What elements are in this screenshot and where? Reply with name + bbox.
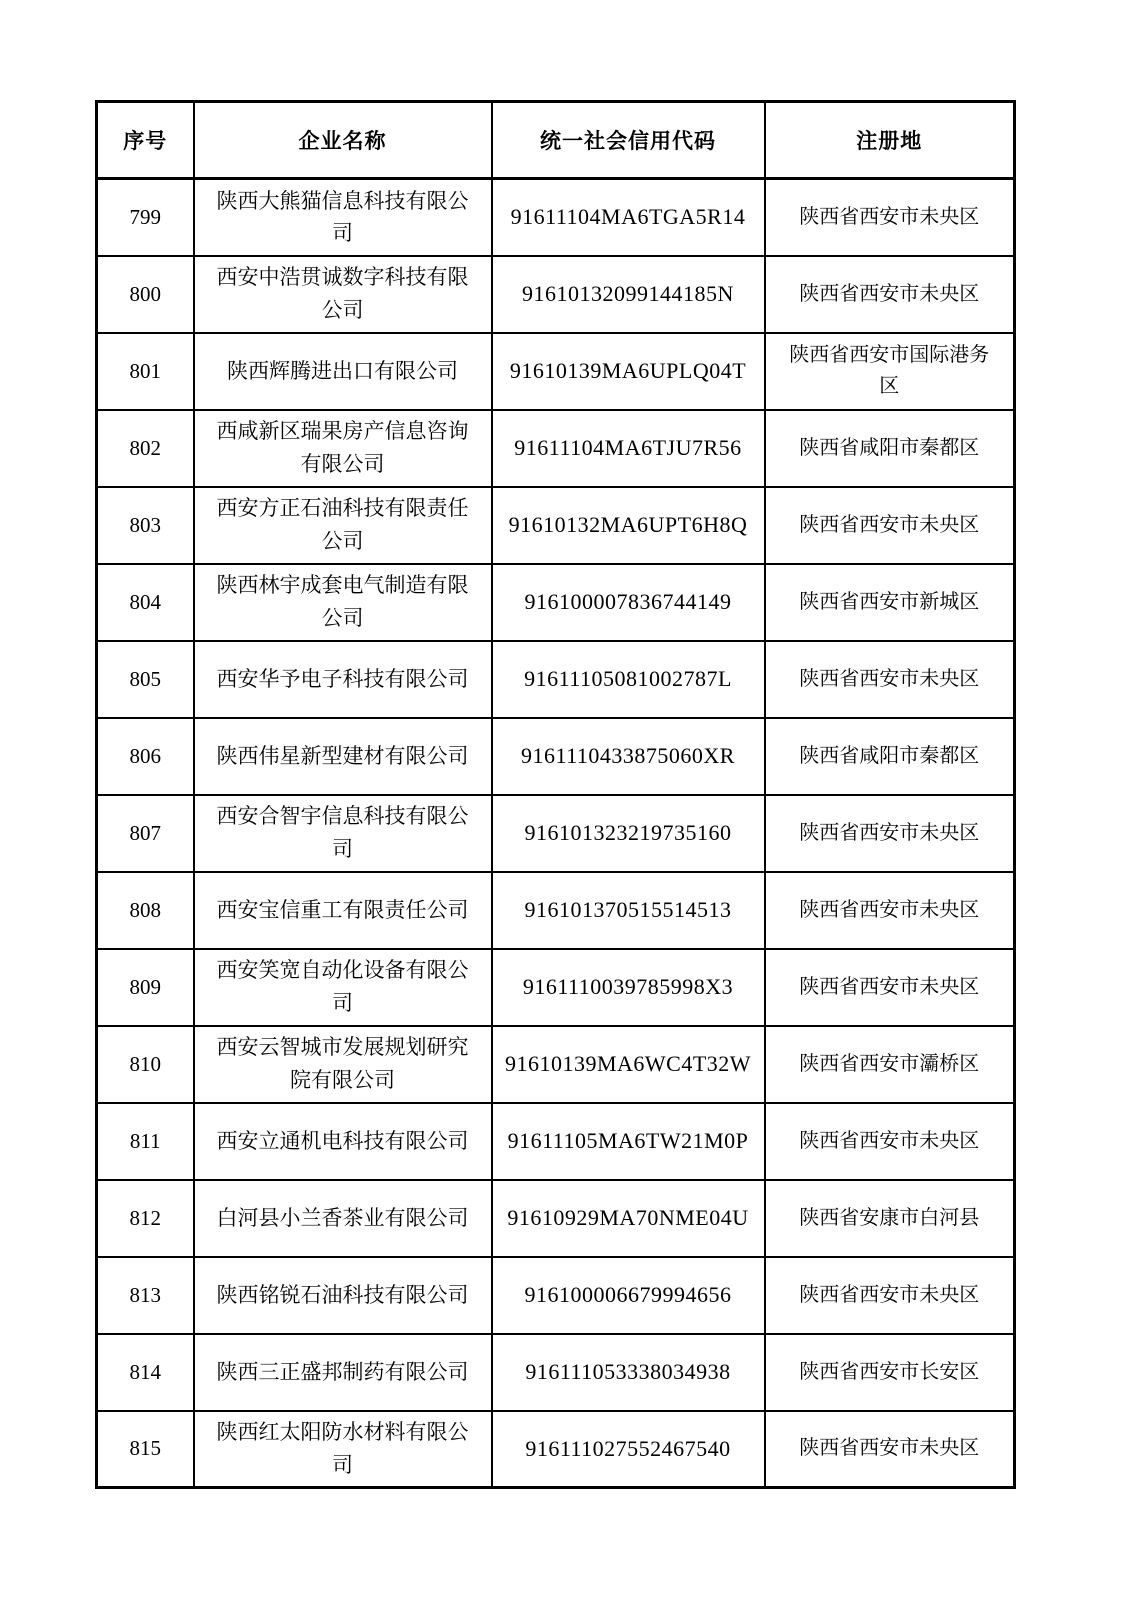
table-header [97, 102, 1015, 179]
table-header-row [97, 102, 1015, 179]
cell-credit-code: 91610139MA6UPLQ04T [492, 333, 765, 410]
table-row [97, 872, 1015, 949]
cell-registration-place: 陕西省西安市未央区 [765, 487, 1015, 564]
table-row [97, 795, 1015, 872]
table-row [97, 179, 1015, 256]
cell-serial-number: 801 [97, 333, 194, 410]
table-row [97, 641, 1015, 718]
header-credit-code: 统一社会信用代码 [492, 102, 765, 179]
cell-company-name: 白河县小兰香茶业有限公司 [194, 1180, 492, 1257]
cell-serial-number: 804 [97, 564, 194, 641]
cell-credit-code: 91610132099144185N [492, 256, 765, 333]
cell-registration-place: 陕西省咸阳市秦都区 [765, 410, 1015, 487]
cell-credit-code: 91610132MA6UPT6H8Q [492, 487, 765, 564]
cell-serial-number: 800 [97, 256, 194, 333]
cell-company-name: 西安合智宇信息科技有限公司 [194, 795, 492, 872]
cell-credit-code: 91611104MA6TGA5R14 [492, 179, 765, 256]
cell-registration-place: 陕西省安康市白河县 [765, 1180, 1015, 1257]
cell-serial-number: 799 [97, 179, 194, 256]
cell-registration-place: 陕西省西安市未央区 [765, 1411, 1015, 1488]
cell-registration-place: 陕西省西安市未央区 [765, 1257, 1015, 1334]
cell-registration-place: 陕西省西安市未央区 [765, 872, 1015, 949]
cell-serial-number: 815 [97, 1411, 194, 1488]
table-row [97, 487, 1015, 564]
cell-serial-number: 803 [97, 487, 194, 564]
table-body [97, 179, 1015, 1488]
cell-registration-place: 陕西省咸阳市秦都区 [765, 718, 1015, 795]
cell-serial-number: 811 [97, 1103, 194, 1180]
cell-company-name: 西咸新区瑞果房产信息咨询有限公司 [194, 410, 492, 487]
cell-company-name: 陕西铭锐石油科技有限公司 [194, 1257, 492, 1334]
header-registration-place: 注册地 [765, 102, 1015, 179]
table-row [97, 410, 1015, 487]
header-company-name: 企业名称 [194, 102, 492, 179]
cell-credit-code: 916100007836744149 [492, 564, 765, 641]
cell-credit-code: 91611105081002787L [492, 641, 765, 718]
table-row [97, 1411, 1015, 1488]
cell-company-name: 陕西伟星新型建材有限公司 [194, 718, 492, 795]
cell-serial-number: 805 [97, 641, 194, 718]
cell-credit-code: 91611104MA6TJU7R56 [492, 410, 765, 487]
table-row [97, 718, 1015, 795]
table-row [97, 1180, 1015, 1257]
cell-serial-number: 802 [97, 410, 194, 487]
cell-credit-code: 916111027552467540 [492, 1411, 765, 1488]
cell-serial-number: 810 [97, 1026, 194, 1103]
cell-serial-number: 809 [97, 949, 194, 1026]
cell-company-name: 西安立通机电科技有限公司 [194, 1103, 492, 1180]
table-row [97, 564, 1015, 641]
cell-company-name: 西安中浩贯诚数字科技有限公司 [194, 256, 492, 333]
cell-registration-place: 陕西省西安市未央区 [765, 1103, 1015, 1180]
cell-registration-place: 陕西省西安市未央区 [765, 179, 1015, 256]
table-row [97, 256, 1015, 333]
company-table [95, 100, 1016, 1489]
cell-company-name: 陕西三正盛邦制药有限公司 [194, 1334, 492, 1411]
cell-registration-place: 陕西省西安市未央区 [765, 949, 1015, 1026]
cell-credit-code: 9161110039785998X3 [492, 949, 765, 1026]
cell-registration-place: 陕西省西安市新城区 [765, 564, 1015, 641]
cell-company-name: 西安云智城市发展规划研究院有限公司 [194, 1026, 492, 1103]
cell-credit-code: 916101323219735160 [492, 795, 765, 872]
cell-company-name: 陕西大熊猫信息科技有限公司 [194, 179, 492, 256]
cell-serial-number: 812 [97, 1180, 194, 1257]
cell-credit-code: 9161110433875060XR [492, 718, 765, 795]
header-serial-number: 序号 [97, 102, 194, 179]
cell-company-name: 陕西辉腾进出口有限公司 [194, 333, 492, 410]
cell-credit-code: 916111053338034938 [492, 1334, 765, 1411]
cell-registration-place: 陕西省西安市长安区 [765, 1334, 1015, 1411]
table-row [97, 1103, 1015, 1180]
cell-company-name: 陕西林宇成套电气制造有限公司 [194, 564, 492, 641]
cell-registration-place: 陕西省西安市未央区 [765, 795, 1015, 872]
cell-serial-number: 806 [97, 718, 194, 795]
table-row [97, 949, 1015, 1026]
cell-company-name: 西安华予电子科技有限公司 [194, 641, 492, 718]
table-row [97, 1257, 1015, 1334]
table-row [97, 1026, 1015, 1103]
cell-credit-code: 91611105MA6TW21M0P [492, 1103, 765, 1180]
cell-company-name: 西安方正石油科技有限责任公司 [194, 487, 492, 564]
cell-company-name: 陕西红太阳防水材料有限公司 [194, 1411, 492, 1488]
cell-registration-place: 陕西省西安市未央区 [765, 256, 1015, 333]
cell-credit-code: 91610139MA6WC4T32W [492, 1026, 765, 1103]
table-row [97, 1334, 1015, 1411]
cell-registration-place: 陕西省西安市国际港务区 [765, 333, 1015, 410]
cell-credit-code: 916100006679994656 [492, 1257, 765, 1334]
cell-registration-place: 陕西省西安市未央区 [765, 641, 1015, 718]
cell-serial-number: 813 [97, 1257, 194, 1334]
cell-company-name: 西安宝信重工有限责任公司 [194, 872, 492, 949]
cell-serial-number: 814 [97, 1334, 194, 1411]
cell-company-name: 西安笑宽自动化设备有限公司 [194, 949, 492, 1026]
table-row [97, 333, 1015, 410]
cell-registration-place: 陕西省西安市灞桥区 [765, 1026, 1015, 1103]
cell-credit-code: 916101370515514513 [492, 872, 765, 949]
cell-serial-number: 808 [97, 872, 194, 949]
cell-credit-code: 91610929MA70NME04U [492, 1180, 765, 1257]
cell-serial-number: 807 [97, 795, 194, 872]
